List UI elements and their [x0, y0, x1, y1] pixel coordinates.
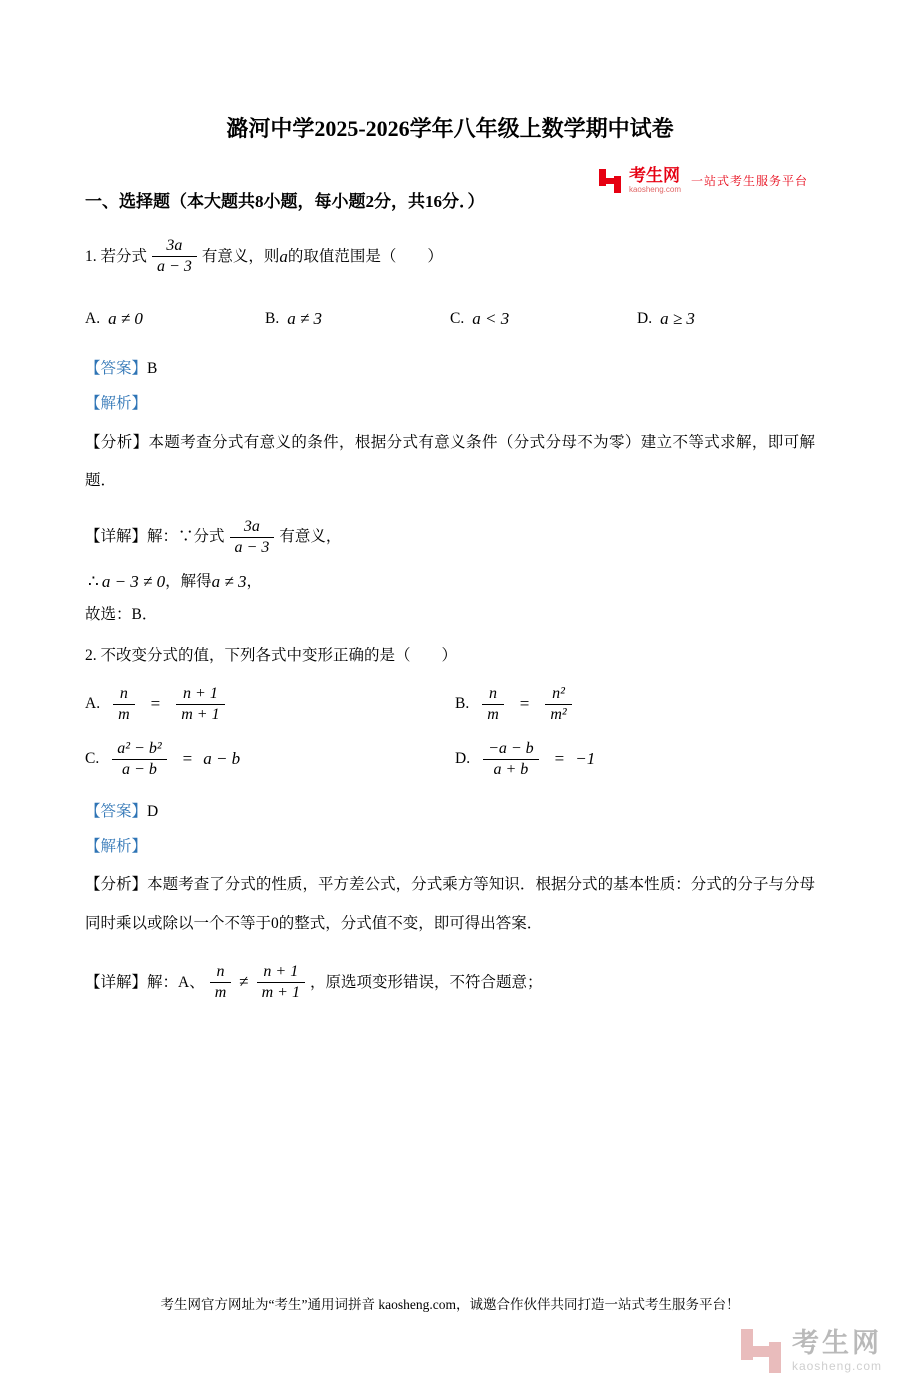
q1-step-line — [85, 570, 815, 594]
q1-step-formula-1: a − 3 ≠ 0 — [101, 571, 166, 591]
q2-jiexi-line — [85, 835, 815, 858]
q1-xiangjie-before: 【详解】解：∵分式 — [85, 528, 225, 546]
q1-answer-value: B — [147, 360, 158, 377]
fraction-numerator: n + 1 — [183, 684, 218, 702]
fraction-numerator: 3a — [243, 517, 260, 535]
logo-tagline: 一站式考生服务平台 — [690, 174, 808, 189]
question-1-stem — [85, 236, 815, 277]
q2-option-c-fraction — [112, 739, 166, 780]
q2-option-b-fraction-1 — [482, 684, 504, 725]
fraction-denominator: a + b — [483, 759, 539, 780]
q2-option-b-label: B. — [455, 695, 470, 713]
fraction-denominator: m² — [545, 704, 571, 725]
q1-option-d-formula: a ≥ 3 — [660, 309, 695, 328]
q1-option-a-formula: a ≠ 0 — [108, 309, 143, 328]
q2-option-c-label: C. — [85, 750, 100, 768]
q1-option-c-label: C. — [450, 310, 465, 327]
q1-option-a-label: A. — [85, 310, 101, 327]
therefore-symbol: ∴ — [88, 571, 99, 591]
q1-jiexi-line — [85, 392, 815, 415]
q1-option-b-formula: a ≠ 3 — [287, 309, 323, 328]
q1-option-c — [450, 309, 637, 329]
q2-xiangjie-before: 【详解】解：A、 — [85, 973, 205, 991]
fraction-numerator: −a − b — [488, 739, 534, 757]
fraction-denominator: m + 1 — [257, 982, 305, 1003]
q2-fenxi: 【分析】本题考查了分式的性质，平方差公式，分式乘方等知识．根据分式的基本性质：分式的分子与分母同时乘以或除以一个不等于0的整式，分式值不变，即可得出答案． — [85, 876, 815, 933]
question-2-options-row-2 — [85, 739, 815, 780]
exam-document-page — [0, 112, 900, 1373]
q1-variable: a — [279, 246, 288, 266]
page-footer: 考生网官方网址为“考生”通用词拼音 kaosheng.com，诚邀合作伙伴共同打造一站式考生服务平台！ — [160, 1297, 740, 1312]
kaosheng-watermark-icon — [739, 1329, 783, 1373]
q2-xiangjie-after: ，原选项变形错误，不符合题意； — [309, 973, 543, 991]
q2-answer-label: 【答案】 — [85, 802, 148, 820]
watermark-text-block — [792, 1329, 882, 1373]
q2-option-b — [455, 684, 815, 725]
q1-step-formula-2: a ≠ 3 — [211, 571, 247, 591]
fraction-denominator: a − 3 — [230, 537, 275, 558]
fraction-denominator: a − b — [112, 759, 166, 780]
fraction-numerator: a² − b² — [117, 739, 162, 757]
equals-sign: = — [182, 749, 193, 769]
q2-option-a-fraction-1 — [113, 684, 135, 725]
document-body — [0, 184, 900, 1003]
kaosheng-watermark — [739, 1329, 882, 1373]
equals-sign: = — [519, 694, 530, 714]
q2-xiangjie-fraction-1 — [210, 962, 232, 1003]
q1-stem-fraction — [152, 236, 197, 277]
fraction-denominator: m — [113, 704, 135, 725]
q2-option-d — [455, 739, 815, 780]
q2-option-d-fraction — [483, 739, 539, 780]
q1-option-a — [85, 309, 265, 329]
section-header: 一、选择题（本大题共8小题，每小题2分，共16分．） — [85, 192, 485, 211]
q1-text-before: 1. 若分式 — [85, 247, 148, 265]
q2-jiexi-label: 【解析】 — [85, 838, 148, 856]
q1-answer-label: 【答案】 — [85, 360, 148, 377]
watermark-domain: kaosheng.com — [791, 1358, 882, 1373]
q2-option-d-label: D. — [455, 750, 471, 768]
q2-xiangjie — [85, 962, 815, 1003]
fraction-numerator: n + 1 — [263, 962, 299, 980]
question-2-stem: 2. 不改变分式的值，下列各式中变形正确的是（ ） — [85, 646, 458, 664]
q1-jiexi-label: 【解析】 — [85, 395, 148, 413]
q2-option-d-rhs: −1 — [575, 749, 596, 769]
kaosheng-logo-icon — [598, 169, 622, 193]
logo-domain: kaosheng.com — [628, 184, 681, 194]
q2-option-a-fraction-2 — [176, 684, 224, 725]
equals-sign: = — [150, 694, 161, 714]
fraction-denominator: m — [210, 982, 232, 1003]
q1-step-end: ， — [246, 572, 263, 590]
q2-xiangjie-fraction-2 — [257, 962, 305, 1003]
q2-option-c — [85, 739, 455, 780]
fraction-numerator: n — [489, 684, 497, 702]
q1-step-mid: ，解得 — [165, 572, 212, 590]
equals-sign: = — [554, 749, 565, 769]
q2-answer-value: D — [147, 802, 159, 820]
question-2-options-row-1 — [85, 684, 815, 725]
q1-conclusion: 故选：B． — [85, 606, 158, 624]
fraction-numerator: n — [119, 684, 128, 702]
q2-option-a — [85, 684, 455, 725]
fraction-denominator: m + 1 — [176, 704, 224, 725]
q1-text-after: 的取值范围是（ ） — [287, 247, 443, 265]
q1-option-c-formula: a < 3 — [472, 309, 510, 328]
q2-answer-line — [85, 800, 815, 823]
q1-answer-line — [85, 357, 815, 380]
q1-text-mid: 有意义，则 — [201, 247, 280, 265]
q1-option-b — [265, 309, 450, 329]
not-equals-sign: ≠ — [239, 972, 249, 992]
q1-option-b-label: B. — [265, 310, 280, 327]
question-1-options — [85, 309, 815, 329]
q2-option-a-label: A. — [85, 695, 101, 713]
fraction-numerator: n — [216, 962, 225, 980]
watermark-name: 考生网 — [791, 1328, 882, 1359]
q1-xiangjie — [85, 517, 815, 558]
logo-text-block — [629, 167, 681, 194]
page-title: 潞河中学2025-2026学年八年级上数学期中试卷 — [226, 116, 674, 141]
q2-option-b-fraction-2 — [545, 684, 571, 725]
q1-option-d — [637, 309, 815, 329]
q2-option-c-rhs: a − b — [203, 749, 241, 769]
fraction-numerator: 3a — [166, 237, 183, 254]
logo-name: 考生网 — [628, 166, 680, 185]
q1-xiangjie-fraction — [230, 517, 275, 558]
q1-fenxi: 【分析】本题考查分式有意义的条件，根据分式有意义条件（分式分母不为零）建立不等式求解，即可解题． — [85, 433, 815, 490]
q1-xiangjie-after: 有意义， — [279, 528, 342, 546]
q1-option-d-label: D. — [637, 310, 653, 327]
fraction-denominator: m — [482, 704, 504, 725]
kaosheng-logo — [598, 167, 808, 194]
fraction-denominator: a − 3 — [152, 256, 197, 277]
fraction-numerator: n² — [552, 684, 565, 702]
